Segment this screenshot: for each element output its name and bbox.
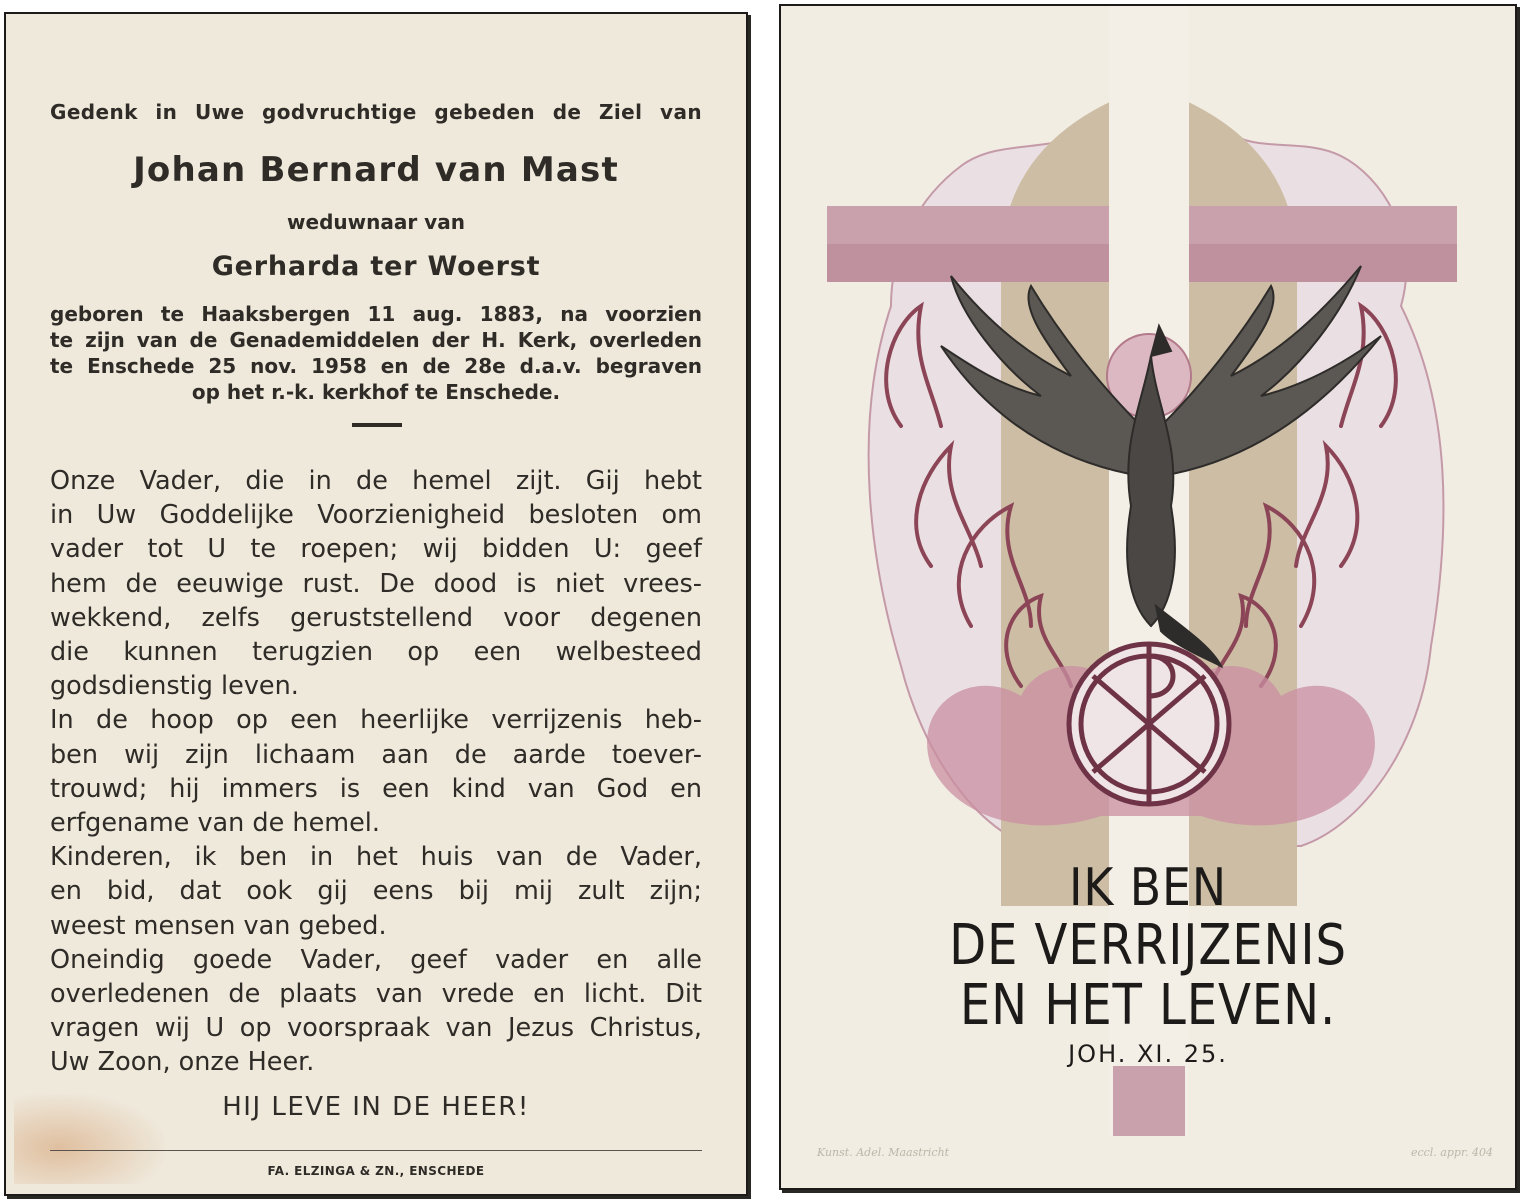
divider — [352, 423, 402, 427]
prayer-line: hem de eeuwige rust. De dood is niet vrees- — [50, 568, 702, 599]
widower-label: weduwnaar van — [287, 210, 465, 234]
motto-line: IK BEN — [1069, 858, 1227, 918]
printer-imprint: FA. ELZINGA & ZN., ENSCHEDE — [267, 1164, 485, 1178]
bio-line: te Enschede 25 nov. 1958 en de 28e d.a.v. begraven — [50, 354, 702, 378]
prayer-line: en bid, dat ook gij eens bij mij zult zijn; — [50, 876, 702, 907]
approval-imprint: eccl. appr. 404 — [1410, 1146, 1493, 1159]
prayer-line: Onze Vader, die in de hemel zijt. Gij hebt — [50, 466, 702, 496]
motto-line: EN HET LEVEN. — [959, 973, 1337, 1038]
memorial-card-image-side — [779, 4, 1517, 1190]
cross-center-light — [1109, 206, 1189, 282]
prayer-line: In de hoop op een heerlijke verrijzenis heb- — [50, 705, 702, 736]
prayer-line: erfgename van de hemel. — [50, 808, 380, 839]
prayer-line: Uw Zoon, onze Heer. — [50, 1047, 315, 1078]
prayer-line: Oneindig goede Vader, geef vader en alle — [50, 944, 702, 975]
biography-block — [50, 301, 702, 405]
chi-rho-symbol — [1069, 644, 1229, 804]
prayer-line: overledenen de plaats van vrede en licht. Dit — [50, 979, 702, 1010]
memorial-card-text-side — [4, 12, 748, 1196]
printer-rule — [50, 1150, 702, 1151]
cross-lower-beam — [1113, 1066, 1185, 1136]
publisher-imprint: Kunst. Adel. Maastricht — [817, 1146, 950, 1159]
prayer-line: Kinderen, ik ben in het huis van de Vader, — [50, 842, 702, 873]
prayer-line: ben wij zijn lichaam aan de aarde toever- — [50, 739, 702, 770]
spouse-name: Gerharda ter Woerst — [211, 251, 541, 282]
bible-verse-reference: JOH. XI. 25. — [1068, 1040, 1228, 1068]
prayer-line: trouwd; hij immers is een kind van God en — [50, 773, 702, 804]
bio-line: op het r.-k. kerkhof te Enschede. — [191, 380, 561, 404]
bio-line: geboren te Haaksbergen 11 aug. 1883, na voorzien — [50, 302, 702, 326]
prayer-line: vader tot U te roepen; wij bidden U: geef — [50, 534, 702, 565]
prayer-line: wekkend, zelfs geruststellend voor degenen — [50, 602, 702, 633]
intro-line: Gedenk in Uwe godvruchtige gebeden de Ziel van — [50, 100, 702, 124]
prayer-line: die kunnen terugzien op een welbesteed — [50, 637, 702, 668]
deceased-name: Johan Bernard van Mast — [133, 150, 619, 190]
prayer-line: vragen wij U op voorspraak van Jezus Christus, — [50, 1013, 702, 1044]
prayer-line: in Uw Goddelijke Voorzienigheid besloten om — [50, 500, 702, 531]
prayer-line: godsdienstig leven. — [50, 671, 299, 702]
motto-line: DE VERRIJZENIS — [949, 913, 1347, 978]
closing-line: HIJ LEVE IN DE HEER! — [222, 1092, 530, 1122]
prayer-text — [50, 464, 702, 1080]
prayer-line: weest mensen van gebed. — [50, 910, 387, 941]
bio-line: te zijn van de Genademiddelen der H. Kerk, overleden — [50, 328, 702, 352]
